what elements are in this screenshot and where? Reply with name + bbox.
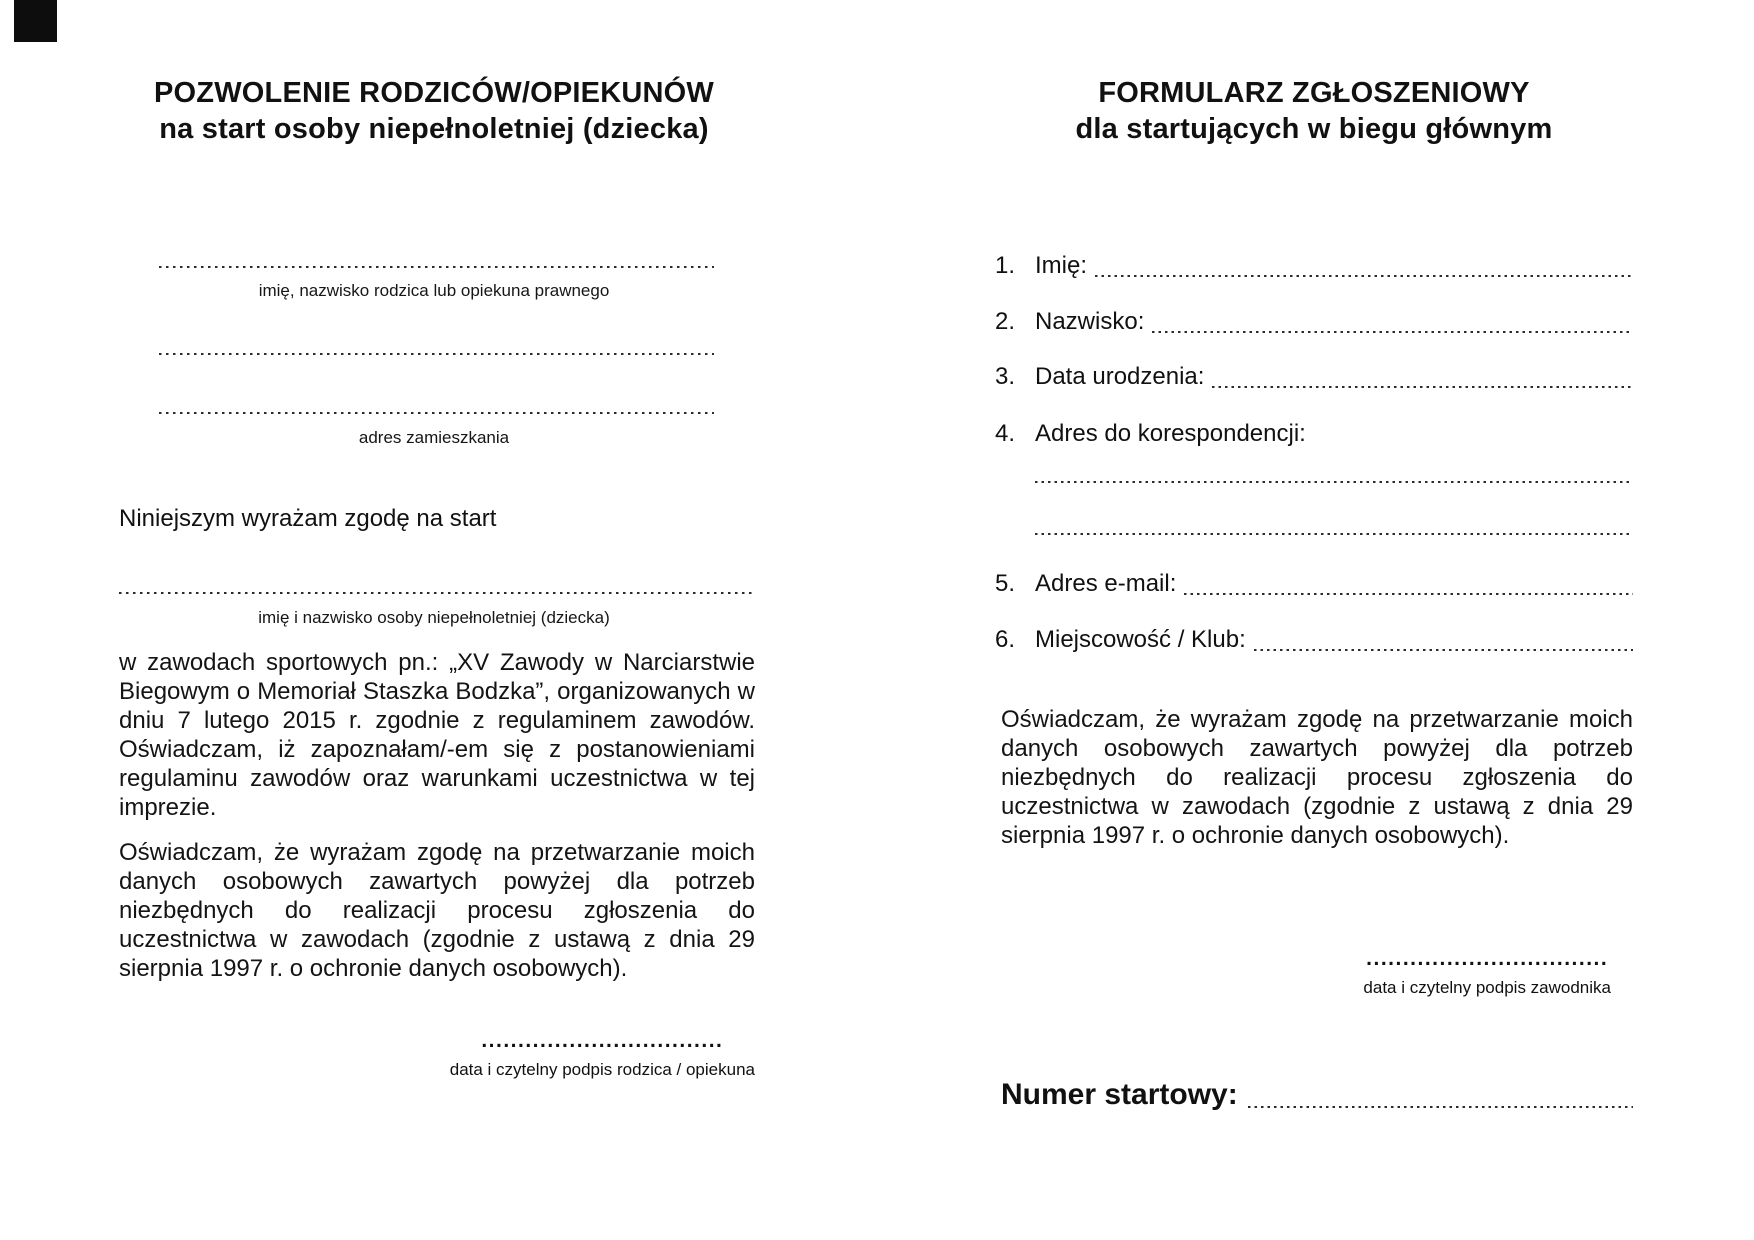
birth-date-blank bbox=[1212, 385, 1633, 388]
field-birth-date bbox=[995, 363, 1633, 391]
field-number: 3. bbox=[995, 363, 1016, 390]
field-number: 5. bbox=[995, 570, 1016, 597]
child-name-blank bbox=[119, 591, 752, 594]
address-blank-1 bbox=[159, 352, 714, 355]
data-processing-paragraph-left: Oświadczam, że wyrażam zgodę na przetwarzanie moich danych osobowych zawartych powyżej dla potrzeb niezbędnych do realizacji procesu zgłoszenia do uczestnictwa w zawodach (zgodnie z ustawą z dnia 29 sierpnia 1997 r. o ochronie danych osobowych). bbox=[119, 839, 755, 982]
competitor-signature-caption: data i czytelny podpis zawodnika bbox=[1363, 978, 1611, 997]
parental-permission-form bbox=[113, 0, 755, 1240]
address-caption: adres zamieszkania bbox=[358, 428, 510, 447]
city-club-blank bbox=[1254, 648, 1633, 651]
start-number-row bbox=[1001, 1078, 1633, 1112]
field-label: Imię: bbox=[1035, 252, 1088, 279]
field-mailing-address bbox=[995, 420, 1633, 448]
last-name-blank bbox=[1152, 330, 1633, 333]
right-title-line1: FORMULARZ ZGŁOSZENIOWY bbox=[1098, 77, 1530, 109]
field-last-name bbox=[995, 308, 1633, 336]
field-label: Adres e-mail: bbox=[1035, 570, 1177, 597]
field-number: 2. bbox=[995, 308, 1016, 335]
mailing-address-blank-1 bbox=[1035, 480, 1633, 483]
field-number: 4. bbox=[995, 420, 1016, 447]
field-number: 1. bbox=[995, 252, 1016, 279]
competitor-signature-blank: ................................. bbox=[1366, 947, 1609, 970]
email-blank bbox=[1184, 592, 1633, 595]
field-number: 6. bbox=[995, 626, 1016, 653]
guardian-signature-caption: data i czytelny podpis rodzica / opiekuna bbox=[449, 1060, 755, 1079]
competitor-signature-block bbox=[1363, 948, 1611, 998]
left-form-title bbox=[113, 75, 755, 147]
right-form-title bbox=[995, 75, 1633, 147]
consent-intro: Niniejszym wyrażam zgodę na start bbox=[119, 505, 497, 532]
guardian-signature-blank: ................................. bbox=[481, 1029, 724, 1052]
field-label: Nazwisko: bbox=[1035, 308, 1145, 335]
child-name-caption: imię i nazwisko osoby niepełnoletniej (dziecka) bbox=[258, 608, 610, 627]
data-processing-paragraph-right: Oświadczam, że wyrażam zgodę na przetwarzanie moich danych osobowych zawartych powyżej dla potrzeb niezbędnych do realizacji procesu zgłoszenia do uczestnictwa w zawodach (zgodnie z ustawą z dnia 29 sierpnia 1997 r. o ochronie danych osobowych). bbox=[1001, 706, 1633, 849]
field-city-club bbox=[995, 626, 1633, 654]
event-consent-paragraph: w zawodach sportowych pn.: „XV Zawody w Narciarstwie Biegowym o Memoriał Staszka Bodzka”, organizowanych w dniu 7 lutego 2015 r. zgodnie z regulaminem zawodów. Oświadczam, iż zapoznałam/-em się z postanowieniami regulaminu zawodów oraz warunkami uczestnictwa w tej imprezie. bbox=[119, 649, 755, 821]
address-blank-2 bbox=[159, 411, 714, 414]
right-title-line2: dla startujących w biegu głównym bbox=[1075, 113, 1553, 145]
left-title-line1: POZWOLENIE RODZICÓW/OPIEKUNÓW bbox=[153, 77, 714, 109]
field-label: Miejscowość / Klub: bbox=[1035, 626, 1246, 653]
field-first-name bbox=[995, 252, 1633, 280]
guardian-name-blank bbox=[159, 265, 714, 268]
mailing-address-blank-2 bbox=[1035, 532, 1633, 535]
guardian-name-caption: imię, nazwisko rodzica lub opiekuna prawnego bbox=[258, 281, 610, 300]
first-name-blank bbox=[1095, 274, 1633, 277]
guardian-signature-block bbox=[450, 1030, 755, 1080]
start-number-blank bbox=[1248, 1105, 1633, 1108]
left-title-line2: na start osoby niepełnoletniej (dziecka) bbox=[159, 113, 709, 145]
registration-form bbox=[995, 0, 1633, 1240]
start-number-label: Numer startowy: bbox=[1001, 1078, 1238, 1111]
scan-artifact-mark bbox=[14, 0, 57, 42]
field-email bbox=[995, 570, 1633, 598]
field-label: Adres do korespondencji: bbox=[1035, 420, 1306, 447]
field-label: Data urodzenia: bbox=[1035, 363, 1205, 390]
